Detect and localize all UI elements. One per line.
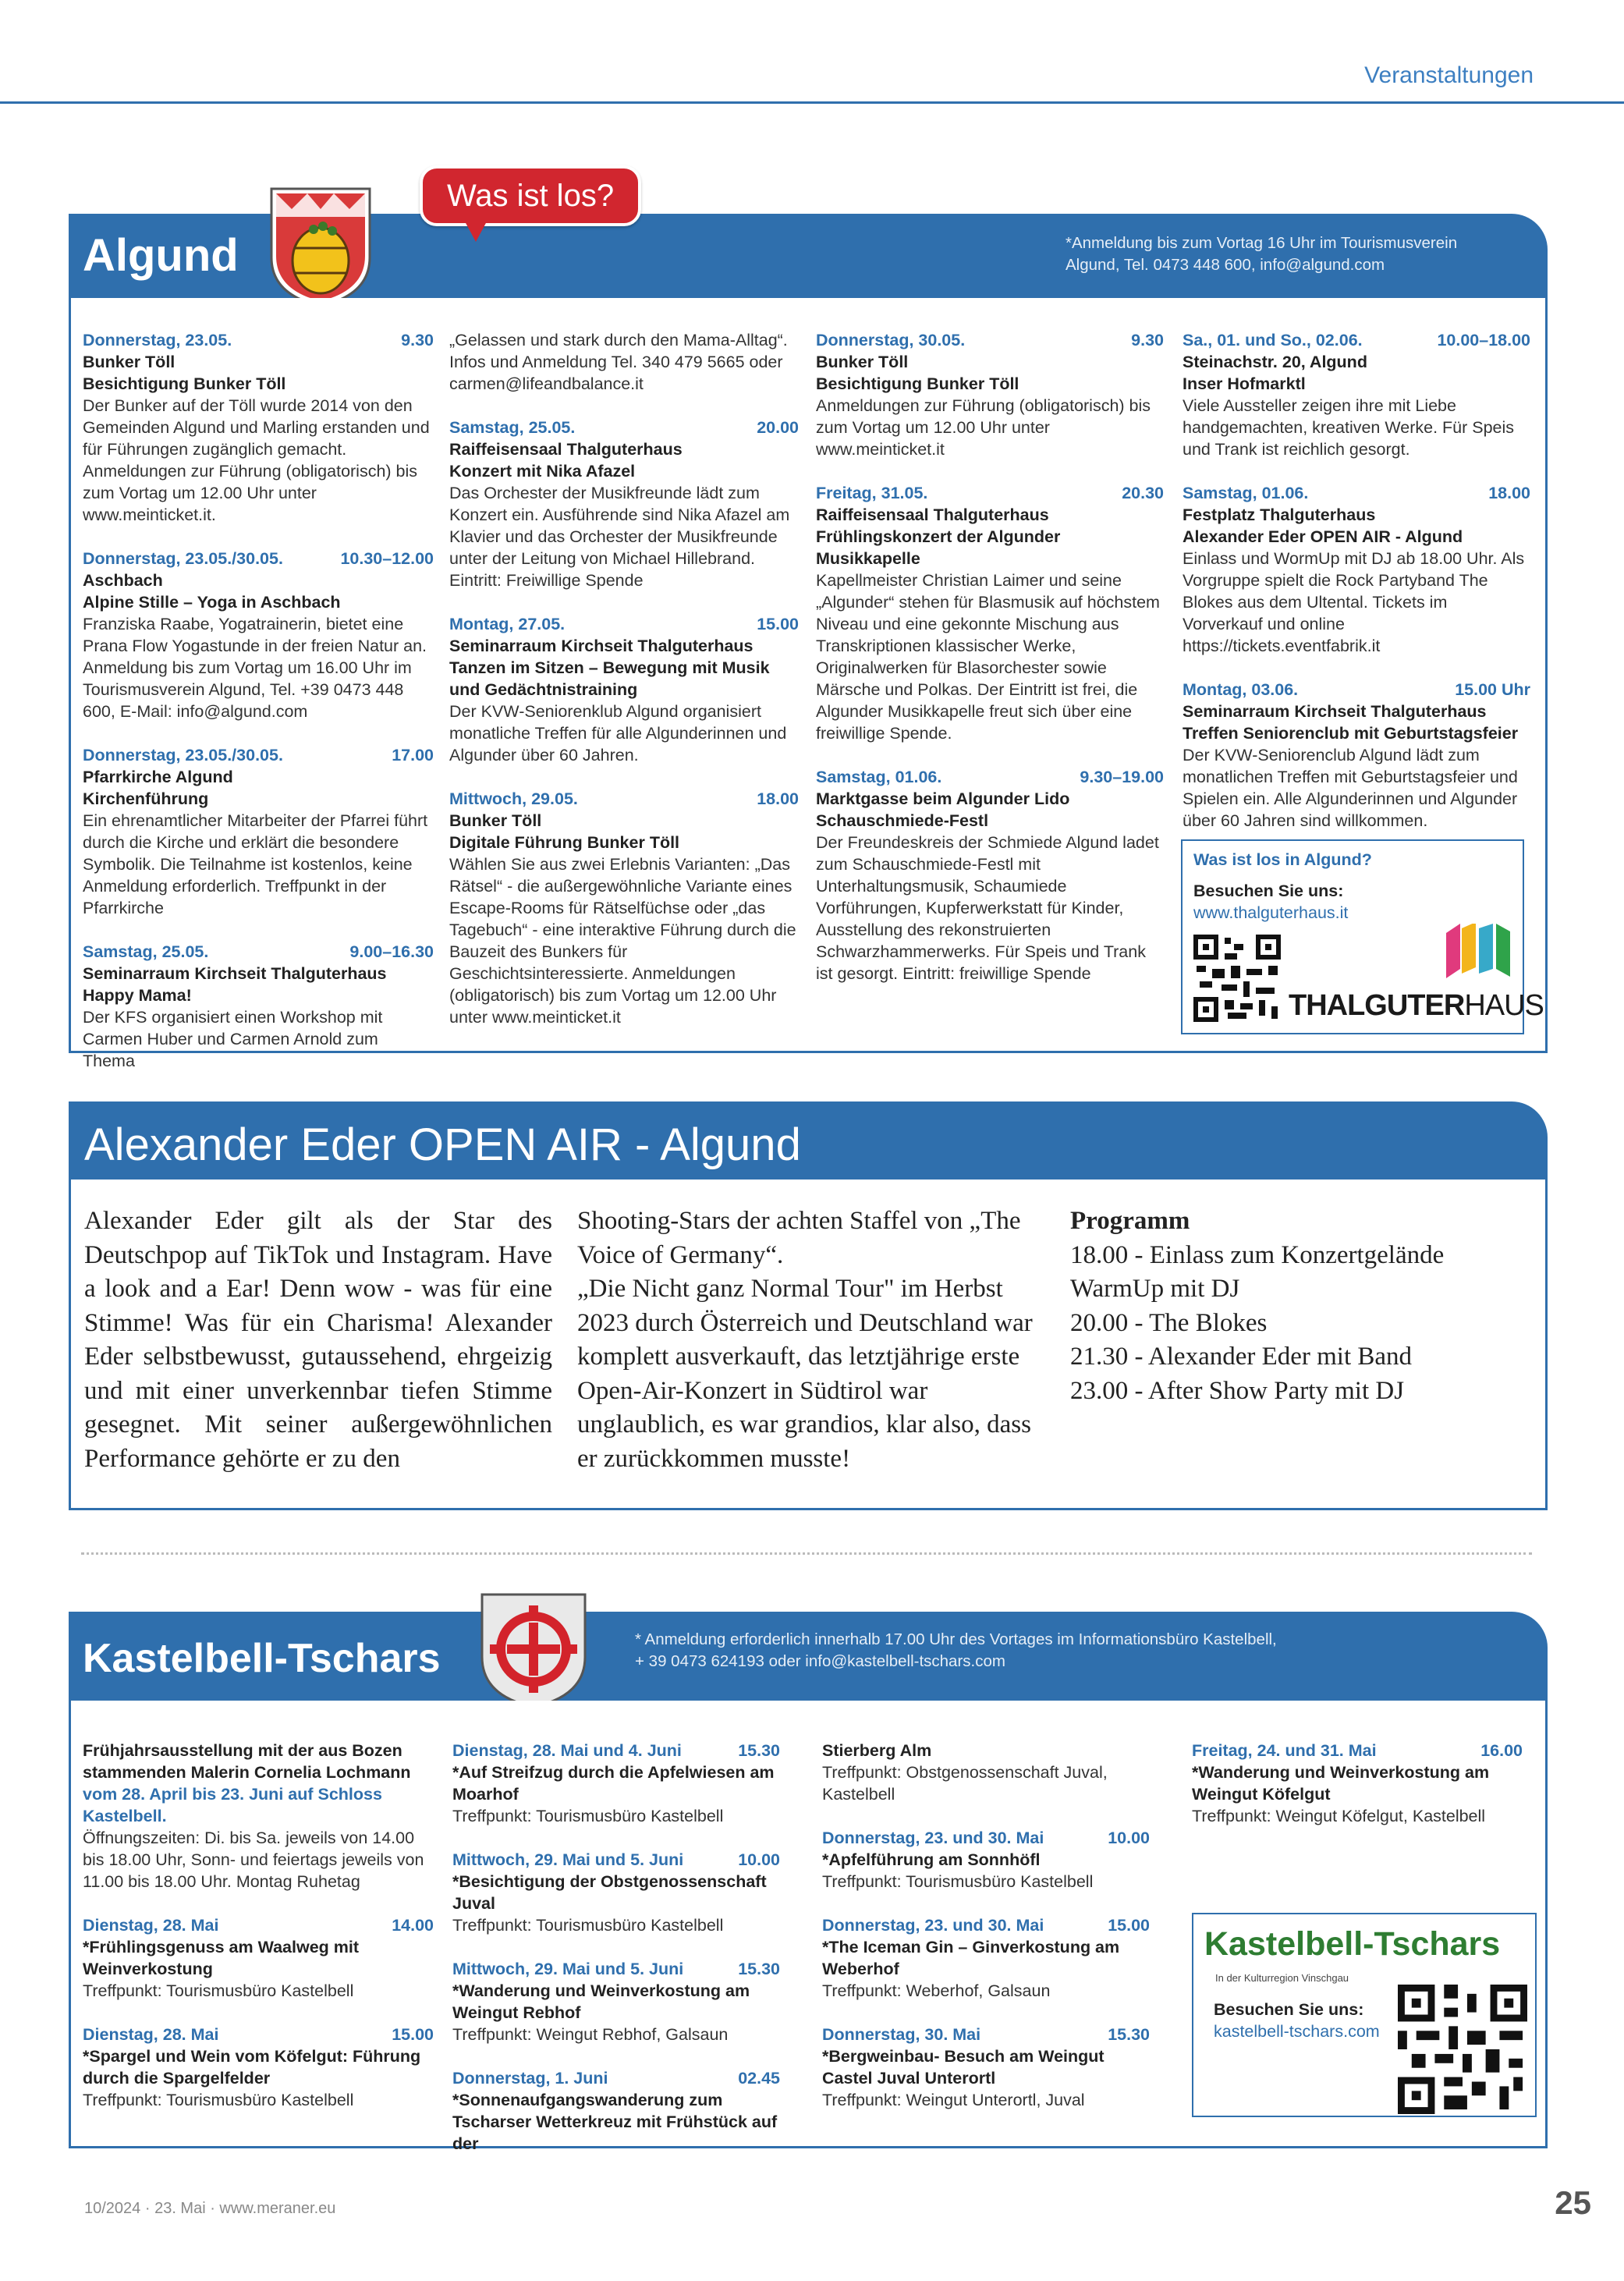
- event-desc: Treffpunkt: Tourismusbüro Kastelbell: [822, 1872, 1094, 1891]
- event-desc: Anmeldungen zur Führung (obligatorisch) bis zum Vortag um 12.00 Uhr unter www.meinticket.it: [816, 396, 1151, 459]
- event-desc: Treffpunkt: Weberhof, Galsaun: [822, 1981, 1051, 2000]
- event-entry: [449, 613, 799, 766]
- event-time: 18.00: [1488, 484, 1530, 502]
- event-entry: [822, 1914, 1150, 2002]
- event-time: 10.00: [1108, 1829, 1150, 1847]
- event-time: 15.30: [1108, 2025, 1150, 2044]
- openair-header: [69, 1101, 1548, 1180]
- exhibition-desc: Öffnungszeiten: Di. bis Sa. jeweils von 14.00 bis 18.00 Uhr, Sonn- und feiertags jeweils von 11.00 bis 18.00 Uhr. Montag Ruhetag: [83, 1829, 424, 1891]
- event-date: Samstag, 25.05.: [83, 942, 209, 961]
- event-desc: Treffpunkt: Obstgenossenschaft Juval, Kastelbell: [822, 1763, 1108, 1804]
- event-title: Kirchenführung: [83, 789, 209, 808]
- event-place: Seminarraum Kirchseit Thalguterhaus: [1183, 702, 1487, 721]
- event-time: 15.00: [392, 2025, 434, 2044]
- event-date: Donnerstag, 1. Juni: [452, 2069, 608, 2088]
- event-title: Frühlingskonzert der Algunder Musikkapelle: [816, 527, 1061, 568]
- program-item: 23.00 - After Show Party mit DJ: [1070, 1376, 1405, 1405]
- event-title: Inser Hofmarktl: [1183, 374, 1306, 393]
- event-entry: [816, 482, 1164, 744]
- kastelbell-header: [69, 1612, 1548, 1701]
- was-ist-los-bubble: Was ist los?: [420, 165, 641, 226]
- event-entry: [83, 329, 434, 526]
- event-time: 15.30: [738, 1960, 780, 1978]
- event-time: 9.30: [401, 331, 434, 349]
- event-entry: [83, 744, 434, 919]
- event-time: 10.30–12.00: [340, 549, 434, 568]
- event-time: 15.00 Uhr: [1455, 680, 1530, 699]
- event-date: Mittwoch, 29. Mai und 5. Juni: [452, 1850, 684, 1869]
- infobox-url-link[interactable]: www.thalguterhaus.it: [1193, 903, 1349, 922]
- event-place: Bunker Töll: [83, 353, 176, 371]
- event-entry: [83, 1914, 434, 2002]
- event-title: *Sonnenaufgangswanderung zum Tscharser Wetterkreuz mit Frühstück auf der: [452, 2091, 778, 2153]
- event-time: 17.00: [392, 746, 434, 764]
- event-time: 10.00–18.00: [1437, 331, 1530, 349]
- event-time: 15.30: [738, 1741, 780, 1760]
- openair-program: [1070, 1204, 1523, 1408]
- event-time: 15.00: [1108, 1916, 1150, 1935]
- kastelbell-note-line: + 39 0473 624193 oder info@kastelbell-tschars.com: [635, 1652, 1005, 1670]
- kastelbell-title: Kastelbell-Tschars: [83, 1636, 441, 1681]
- event-entry: [83, 548, 434, 722]
- algund-column: [816, 329, 1164, 1006]
- footer-issue: 10/2024 · 23. Mai · www.meraner.eu: [84, 2200, 336, 2217]
- event-desc: Der Bunker auf der Töll wurde 2014 von den Gemeinden Algund und Marling erstanden und für Führungen zugänglich gemacht. Anmeldungen zur Führung (obligatorisch) bis zum Vortag um 12.00 Uhr unter www.meinticket.it.: [83, 396, 430, 524]
- kastelbell-note: [635, 1629, 1277, 1673]
- openair-paragraph: Shooting-Stars der achten Staffel von „The Voice of Germany“.: [577, 1207, 1021, 1269]
- event-desc: Der Freundeskreis der Schmiede Algund ladet zum Schauschmiede-Festl mit Unterhaltungsmusik, Schaumiede Vorführungen, Kupferwerkstatt für Kinder, Ausstellung des rekonstruierten Schwarzhammerwerks. Für Speis und Trank ist gesorgt. Eintritt: freiwillige Spende: [816, 833, 1159, 983]
- event-entry: [452, 1958, 780, 2045]
- event-entry: [822, 2024, 1150, 2111]
- event-desc: Einlass und WormUp mit DJ ab 18.00 Uhr. Als Vorgruppe spielt die Rock Partyband The Blokes aus dem Ultental. Tickets im Vorverkauf und online https://tickets.eventfabrik.it: [1183, 549, 1525, 655]
- section-label: Veranstaltungen: [1364, 62, 1534, 88]
- program-title: Programm: [1070, 1207, 1190, 1235]
- event-date: Donnerstag, 23. und 30. Mai: [822, 1829, 1044, 1847]
- event-desc: Treffpunkt: Weingut Rebhof, Galsaun: [452, 2025, 729, 2044]
- event-time: 14.00: [392, 1916, 434, 1935]
- event-date: Montag, 03.06.: [1183, 680, 1299, 699]
- top-rule: [0, 101, 1624, 104]
- event-desc: Der KVW-Seniorenclub Algund lädt zum monatlichen Treffen mit Geburtstagsfeier und Spielen ein. Alle Algunderinnen und Algunder über 60 Jahren sind willkommen.: [1183, 746, 1518, 830]
- event-entry: [449, 329, 799, 395]
- openair-text-col2: [577, 1204, 1045, 1476]
- event-date: Donnerstag, 30. Mai: [822, 2025, 981, 2044]
- event-date: Dienstag, 28. Mai und 4. Juni: [452, 1741, 682, 1760]
- algund-note-line: Algund, Tel. 0473 448 600, info@algund.com: [1066, 256, 1385, 274]
- event-desc: „Gelassen und stark durch den Mama-Alltag“. Infos und Anmeldung Tel. 340 479 5665 oder carmen@lifeandbalance.it: [449, 331, 788, 393]
- page-number: 25: [1555, 2184, 1591, 2221]
- kastelbell-column: [822, 1740, 1150, 2133]
- event-date: Donnerstag, 23. und 30. Mai: [822, 1916, 1044, 1935]
- event-title: *Wanderung und Weinverkostung am Weingut Köfelgut: [1192, 1763, 1490, 1804]
- event-title: *Bergweinbau- Besuch am Weingut Castel Juval Unterortl: [822, 2047, 1105, 2088]
- event-place: Marktgasse beim Algunder Lido: [816, 789, 1070, 808]
- kastelbell-crest-icon: [479, 1591, 588, 1710]
- event-time: 9.30–19.00: [1080, 768, 1164, 786]
- event-desc: Treffpunkt: Tourismusbüro Kastelbell: [452, 1807, 724, 1825]
- event-desc: Treffpunkt: Tourismusbüro Kastelbell: [83, 1981, 354, 2000]
- event-entry: [1183, 329, 1530, 460]
- kastelbell-column: [83, 1740, 434, 2133]
- event-entry: [452, 1740, 780, 1827]
- event-time: 02.45: [738, 2069, 780, 2088]
- program-item: WarmUp mit DJ: [1070, 1275, 1240, 1303]
- openair-paragraph: „Die Nicht ganz Normal Tour" im Herbst 2023 durch Österreich und Deutschland war komplett ausverkauft, das letztjährige erste Open-Air-Konzert in Südtirol war unglaublich, es war grandios, klar also, dass er zurückkommen musste!: [577, 1275, 1033, 1473]
- event-title: Happy Mama!: [83, 986, 192, 1005]
- event-place: Bunker Töll: [816, 353, 909, 371]
- logo-light: HAUS: [1464, 989, 1544, 1022]
- event-entry: [1183, 482, 1530, 657]
- event-place: Steinachstr. 20, Algund: [1183, 353, 1367, 371]
- thalguterhaus-logo: [1289, 989, 1544, 1023]
- algund-column: [1183, 329, 1530, 853]
- thalguterhaus-logo-icon: [1446, 924, 1512, 978]
- event-date: Samstag, 01.06.: [816, 768, 942, 786]
- event-time: 15.00: [757, 615, 799, 633]
- event-desc: Treffpunkt: Weingut Unterortl, Juval: [822, 2091, 1085, 2109]
- algund-column: [449, 329, 799, 1050]
- event-time: 16.00: [1480, 1741, 1523, 1760]
- event-date: Donnerstag, 23.05.: [83, 331, 232, 349]
- event-date: Dienstag, 28. Mai: [83, 2025, 219, 2044]
- exhibition-title: Frühjahrsausstellung mit der aus Bozen stammenden Malerin Cornelia Lochmann: [83, 1741, 411, 1782]
- event-entry: [83, 2024, 434, 2111]
- program-item: 20.00 - The Blokes: [1070, 1308, 1268, 1337]
- event-title: Besichtigung Bunker Töll: [816, 374, 1019, 393]
- event-time: 18.00: [757, 789, 799, 808]
- event-desc: Franziska Raabe, Yogatrainerin, bietet eine Prana Flow Yogastunde in der freien Natur an. Anmeldung bis zum Vortag um 16.00 Uhr im Tourismusverein Algund, Tel. +39 0473 448 600, E-Mail: info@algund.com: [83, 615, 427, 721]
- event-time: 20.30: [1122, 484, 1164, 502]
- event-title: *Apfelführung am Sonnhöfl: [822, 1850, 1041, 1869]
- algund-note-line: *Anmeldung bis zum Vortag 16 Uhr im Tourismusverein: [1066, 234, 1458, 252]
- infobox-visit: Besuchen Sie uns:: [1193, 882, 1344, 900]
- event-title: *Wanderung und Weinverkostung am Weingut Rebhof: [452, 1981, 750, 2022]
- event-desc: Kapellmeister Christian Laimer und seine „Algunder“ stehen für Blasmusik auf höchstem Niveau und eine gekonnte Mischung aus Transkriptionen klassischer Werke, Originalwerken für Blasorchester sowie Märsche und Polkas. Der Eintritt ist frei, die Algunder Musikkapelle freut sich über eine freiwillige Spende.: [816, 571, 1160, 743]
- bubble-tail: [465, 222, 487, 242]
- event-time: 9.00–16.30: [349, 942, 434, 961]
- kastelbell-note-line: * Anmeldung erforderlich innerhalb 17.00 Uhr des Vortages im Informationsbüro Kastelbell,: [635, 1630, 1277, 1648]
- logo-bold: THALGUTER: [1289, 989, 1465, 1022]
- event-desc: Der KVW-Seniorenklub Algund organisiert monatliche Treffen für alle Algunderinnen und Algunder über 60 Jahren.: [449, 702, 787, 764]
- kastelbell-infobox: [1192, 1913, 1537, 2117]
- algund-infobox: [1181, 839, 1544, 1034]
- event-desc: Treffpunkt: Tourismusbüro Kastelbell: [452, 1916, 724, 1935]
- event-entry: [83, 1740, 434, 1893]
- infobox-url-link[interactable]: kastelbell-tschars.com: [1214, 2022, 1380, 2041]
- program-item: 18.00 - Einlass zum Konzertgelände: [1070, 1240, 1445, 1269]
- algund-title: Algund: [83, 230, 239, 281]
- infobox-question: Was ist los in Algund?: [1193, 850, 1372, 869]
- event-place: Raiffeisensaal Thalguterhaus: [816, 506, 1049, 524]
- event-title: Schauschmiede-Festl: [816, 811, 989, 830]
- event-entry: [1192, 1740, 1523, 1827]
- event-title: Treffen Seniorenclub mit Geburtstagsfeier: [1183, 724, 1519, 743]
- algund-note: [1066, 232, 1457, 276]
- event-entry: [816, 329, 1164, 460]
- event-title: *The Iceman Gin – Ginverkostung am Weberhof: [822, 1938, 1120, 1978]
- event-place: Seminarraum Kirchseit Thalguterhaus: [83, 964, 387, 983]
- event-desc: Viele Aussteller zeigen ihre mit Liebe handgemachten, kreativen Werke. Für Speis und Trank ist reichlich gesorgt.: [1183, 396, 1515, 459]
- event-date: Montag, 27.05.: [449, 615, 566, 633]
- event-entry: [1183, 679, 1530, 832]
- event-title: Tanzen im Sitzen – Bewegung mit Musik und Gedächtnistraining: [449, 658, 770, 699]
- qr-code-icon: [1398, 1985, 1527, 2114]
- event-title: Alpine Stille – Yoga in Aschbach: [83, 593, 341, 612]
- event-date: Donnerstag, 30.05.: [816, 331, 966, 349]
- exhibition-dates: vom 28. April bis 23. Juni auf Schloss Kastelbell.: [83, 1785, 382, 1825]
- event-date: Freitag, 24. und 31. Mai: [1192, 1741, 1377, 1760]
- event-date: Freitag, 31.05.: [816, 484, 928, 502]
- kastelbell-column: [1192, 1740, 1523, 1849]
- event-entry: [822, 1740, 1150, 1805]
- event-entry: [816, 766, 1164, 984]
- kastelbell-column: [452, 1740, 780, 2176]
- event-date: Sa., 01. und So., 02.06.: [1183, 331, 1363, 349]
- event-title: Besichtigung Bunker Töll: [83, 374, 286, 393]
- event-desc: Der KFS organisiert einen Workshop mit Carmen Huber und Carmen Arnold zum Thema: [83, 1008, 383, 1070]
- kastelbell-logo: Kastelbell-Tschars: [1204, 1925, 1501, 1963]
- event-place: Bunker Töll: [449, 811, 542, 830]
- event-title: *Auf Streifzug durch die Apfelwiesen am Moarhof: [452, 1763, 775, 1804]
- program-item: 21.30 - Alexander Eder mit Band: [1070, 1343, 1413, 1371]
- event-date: Donnerstag, 23.05./30.05.: [83, 549, 283, 568]
- event-place: Pfarrkirche Algund: [83, 768, 233, 786]
- algund-crest-icon: [268, 186, 373, 309]
- event-entry: [452, 2067, 780, 2155]
- event-place: Festplatz Thalguterhaus: [1183, 506, 1376, 524]
- event-title: *Besichtigung der Obstgenossenschaft Juval: [452, 1872, 767, 1913]
- algund-column: [83, 329, 434, 1094]
- event-title: Stierberg Alm: [822, 1741, 932, 1760]
- event-entry: [452, 1849, 780, 1936]
- event-desc: Das Orchester der Musikfreunde lädt zum Konzert ein. Ausführende sind Nika Afazel am Klavier und das Orchester der Musikfreunde unter der Leitung von Michael Hillebrand. Eintritt: Freiwillige Spende: [449, 484, 790, 590]
- openair-text-col1: Alexander Eder gilt als der Star des Deutschpop auf TikTok und Instagram. Have a look and a Ear! Denn wow - was für eine Stimme! Was für ein Charisma! Alexander Eder selbstbewusst, gutaussehend, ehrgeizig und mit einer unverkennbar tiefen Stimme gesegnet. Mit seiner außergewöhnlichen Performance gehörte er zu den: [84, 1207, 552, 1473]
- event-time: 10.00: [738, 1850, 780, 1869]
- event-title: *Frühlingsgenuss am Waalweg mit Weinverkostung: [83, 1938, 360, 1978]
- event-entry: [449, 788, 799, 1028]
- event-title: Alexander Eder OPEN AIR - Algund: [1183, 527, 1463, 546]
- event-date: Donnerstag, 23.05./30.05.: [83, 746, 283, 764]
- event-title: Konzert mit Nika Afazel: [449, 462, 636, 481]
- event-time: 9.30: [1131, 331, 1164, 349]
- openair-title: Alexander Eder OPEN AIR - Algund: [84, 1119, 801, 1170]
- event-entry: [822, 1827, 1150, 1893]
- event-date: Mittwoch, 29.05.: [449, 789, 578, 808]
- event-place: Aschbach: [83, 571, 163, 590]
- event-date: Samstag, 25.05.: [449, 418, 576, 437]
- event-date: Mittwoch, 29. Mai und 5. Juni: [452, 1960, 684, 1978]
- event-place: Raiffeisensaal Thalguterhaus: [449, 440, 683, 459]
- event-title: *Spargel und Wein vom Köfelgut: Führung durch die Spargelfelder: [83, 2047, 421, 2088]
- event-desc: Treffpunkt: Tourismusbüro Kastelbell: [83, 2091, 354, 2109]
- event-entry: [449, 417, 799, 591]
- event-date: Samstag, 01.06.: [1183, 484, 1309, 502]
- event-desc: Treffpunkt: Weingut Köfelgut, Kastelbell: [1192, 1807, 1486, 1825]
- event-date: Dienstag, 28. Mai: [83, 1916, 219, 1935]
- infobox-visit: Besuchen Sie uns:: [1214, 2000, 1364, 2019]
- event-title: Digitale Führung Bunker Töll: [449, 833, 680, 852]
- section-divider: [81, 1552, 1532, 1555]
- kastelbell-logo-sub: In der Kulturregion Vinschgau: [1215, 1972, 1349, 1984]
- qr-code-icon: [1193, 935, 1281, 1022]
- event-desc: Wählen Sie aus zwei Erlebnis Varianten: „Das Rätsel“ - die außergewöhnliche Variante eines Escape-Rooms für Rätselfüchse oder „das Tagebuch“ - eine interaktive Führung durch die Bauzeit des Bunkers für Geschichtsinteressierte. Anmeldungen (obligatorisch) bis zum Vortag um 12.00 Uhr unter www.meinticket.it: [449, 855, 796, 1027]
- event-place: Seminarraum Kirchseit Thalguterhaus: [449, 637, 753, 655]
- event-time: 20.00: [757, 418, 799, 437]
- event-desc: Ein ehrenamtlicher Mitarbeiter der Pfarrei führt durch die Kirche und erklärt die besondere Symbolik. Die Teilnahme ist kostenlos, keine Anmeldung erforderlich. Treffpunkt in der Pfarrkirche: [83, 811, 428, 917]
- event-entry: [83, 941, 434, 1072]
